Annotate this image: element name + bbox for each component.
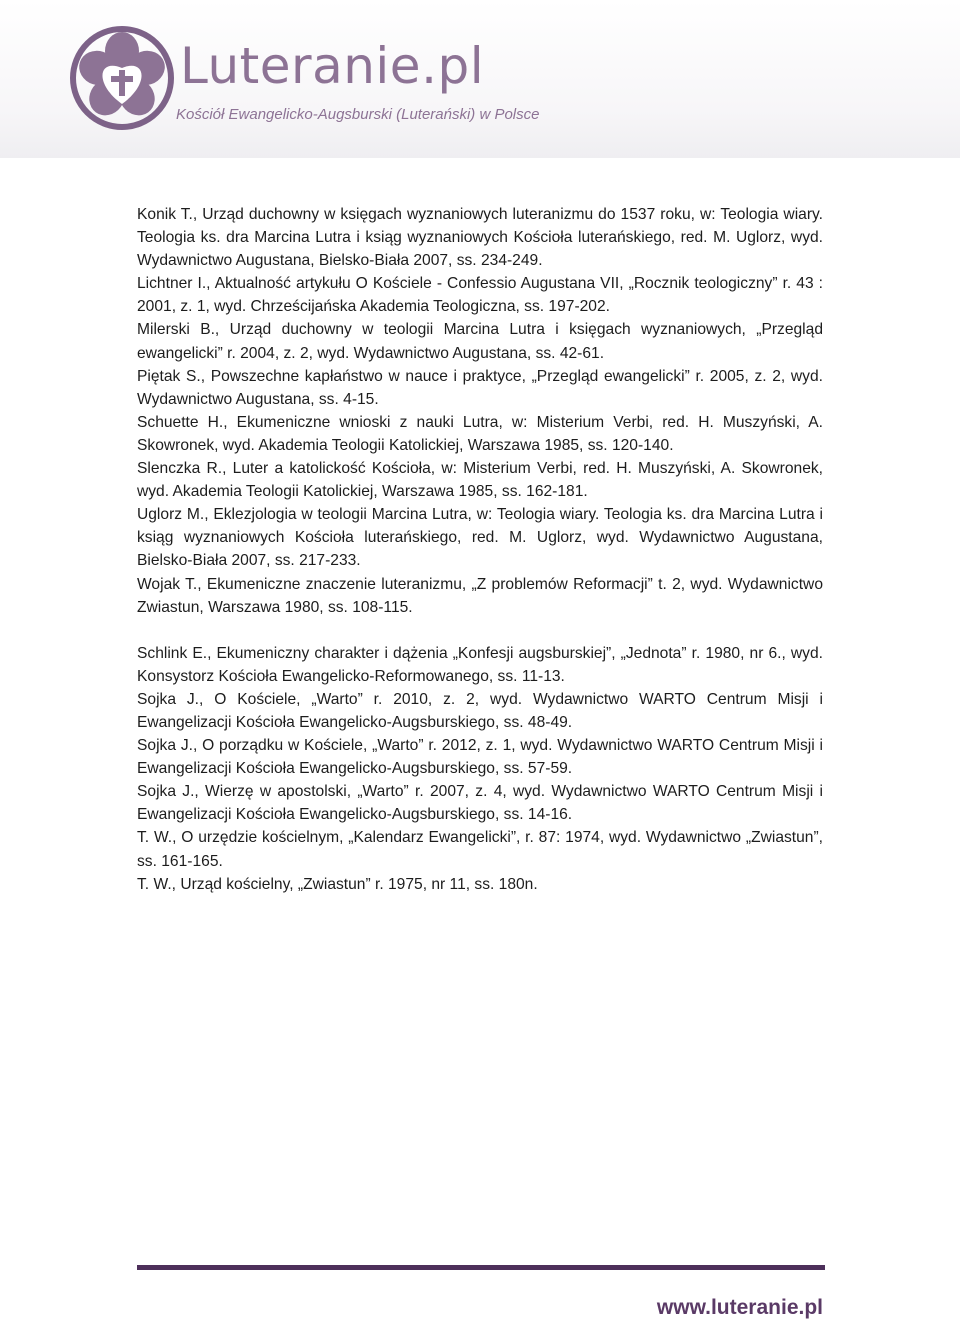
footer-url[interactable]: www.luteranie.pl	[656, 1296, 823, 1319]
reference-entry: Piętak S., Powszechne kapłaństwo w nauce i praktyce, „Przegląd ewangelicki” r. 2005, z. 2, wyd. Wydawnictwo Augustana, ss. 4-15.	[137, 367, 823, 408]
brand-title: Luteranie.pl	[180, 37, 485, 95]
reference-entry: Wojak T., Ekumeniczne znaczenie luteranizmu, „Z problemów Reformacji” t. 2, wyd. Wydawnictwo Zwiastun, Warszawa 1980, ss. 108-115.	[137, 575, 823, 616]
periodical-entry: Sojka J., Wierzę w apostolski, „Warto” r. 2007, z. 4, wyd. Wydawnictwo WARTO Centrum Misji i Ewangelizacji Kościoła Ewangelicko-Augsburskiego, ss. 14-16.	[137, 783, 823, 824]
reference-entry: Uglorz M., Eklezjologia w teologii Marcina Lutra, w: Teologia wiary. Teologia ks. dra Marcina Lutra i ksiąg wyznaniowych Kościoła luterańskiego, red. M. Uglorz, wyd. Wydawnictwo Augustana, Bielsko-Biała 2007, ss. 217-233.	[137, 506, 823, 570]
periodical-entry: Sojka J., O Kościele, „Warto” r. 2010, z. 2, wyd. Wydawnictwo WARTO Centrum Misji i Ewangelizacji Kościoła Ewangelicko-Augsburskiego, ss. 48-49.	[137, 690, 823, 731]
reference-entry: Konik T., Urząd duchowny w księgach wyznaniowych luteranizmu do 1537 roku, w: Teologia wiary. Teologia ks. dra Marcina Lutra i ksiąg wyznaniowych Kościoła luterańskiego, red. M. Uglorz, wyd. Wydawnictwo Augustana, Bielsko-Biała 2007, ss. 234-249.	[137, 206, 823, 270]
periodical-entry: Sojka J., O porządku w Kościele, „Warto” r. 2012, z. 1, wyd. Wydawnictwo WARTO Centrum Misji i Ewangelizacji Kościoła Ewangelicko-Augsburskiego, ss. 57-59.	[137, 737, 823, 778]
periodical-entry: T. W., O urzędzie kościelnym, „Kalendarz Ewangelicki”, r. 87: 1974, wyd. Wydawnictwo „Zwiastun”, ss. 161-165.	[137, 829, 823, 870]
page-header	[0, 0, 960, 158]
reference-entry: Milerski B., Urząd duchowny w teologii Marcina Lutra i księgach wyznaniowych, „Przegląd ewangelicki” r. 2004, z. 2, wyd. Wydawnictwo Augustana, ss. 42-61.	[137, 321, 823, 362]
reference-entry: Slenczka R., Luter a katolickość Kościoła, w: Misterium Verbi, red. H. Muszyński, A. Skowronek, wyd. Akademia Teologii Katolickiej, Warszawa 1985, ss. 162-181.	[137, 460, 823, 501]
periodical-entry: Schlink E., Ekumeniczny charakter i dążenia „Konfesji augsburskiej”, „Jednota” r. 1980, nr 6., wyd. Konsystorz Kościoła Ewangelicko-Reformowanego, ss. 11-13.	[137, 644, 823, 685]
reference-entry: Lichtner I., Aktualność artykułu O Kościele - Confessio Augustana VII, „Rocznik teologiczny” r. 43 : 2001, z. 1, wyd. Chrześcijańska Akademia Teologiczna, ss. 197-202.	[137, 275, 823, 316]
footer-divider	[137, 1265, 825, 1270]
bibliography	[137, 203, 823, 896]
luther-rose-icon	[68, 24, 176, 132]
reference-entry: Schuette H., Ekumeniczne wnioski z nauki Lutra, w: Misterium Verbi, red. H. Muszyński, A. Skowronek, wyd. Akademia Teologii Katolickiej, Warszawa 1985, ss. 120-140.	[137, 413, 823, 454]
periodical-entry: T. W., Urząd kościelny, „Zwiastun” r. 1975, nr 11, ss. 180n.	[137, 875, 538, 893]
brand-subtitle: Kościół Ewangelicko-Augsburski (Luterański) w Polsce	[176, 106, 540, 123]
section-spacer	[137, 619, 823, 642]
